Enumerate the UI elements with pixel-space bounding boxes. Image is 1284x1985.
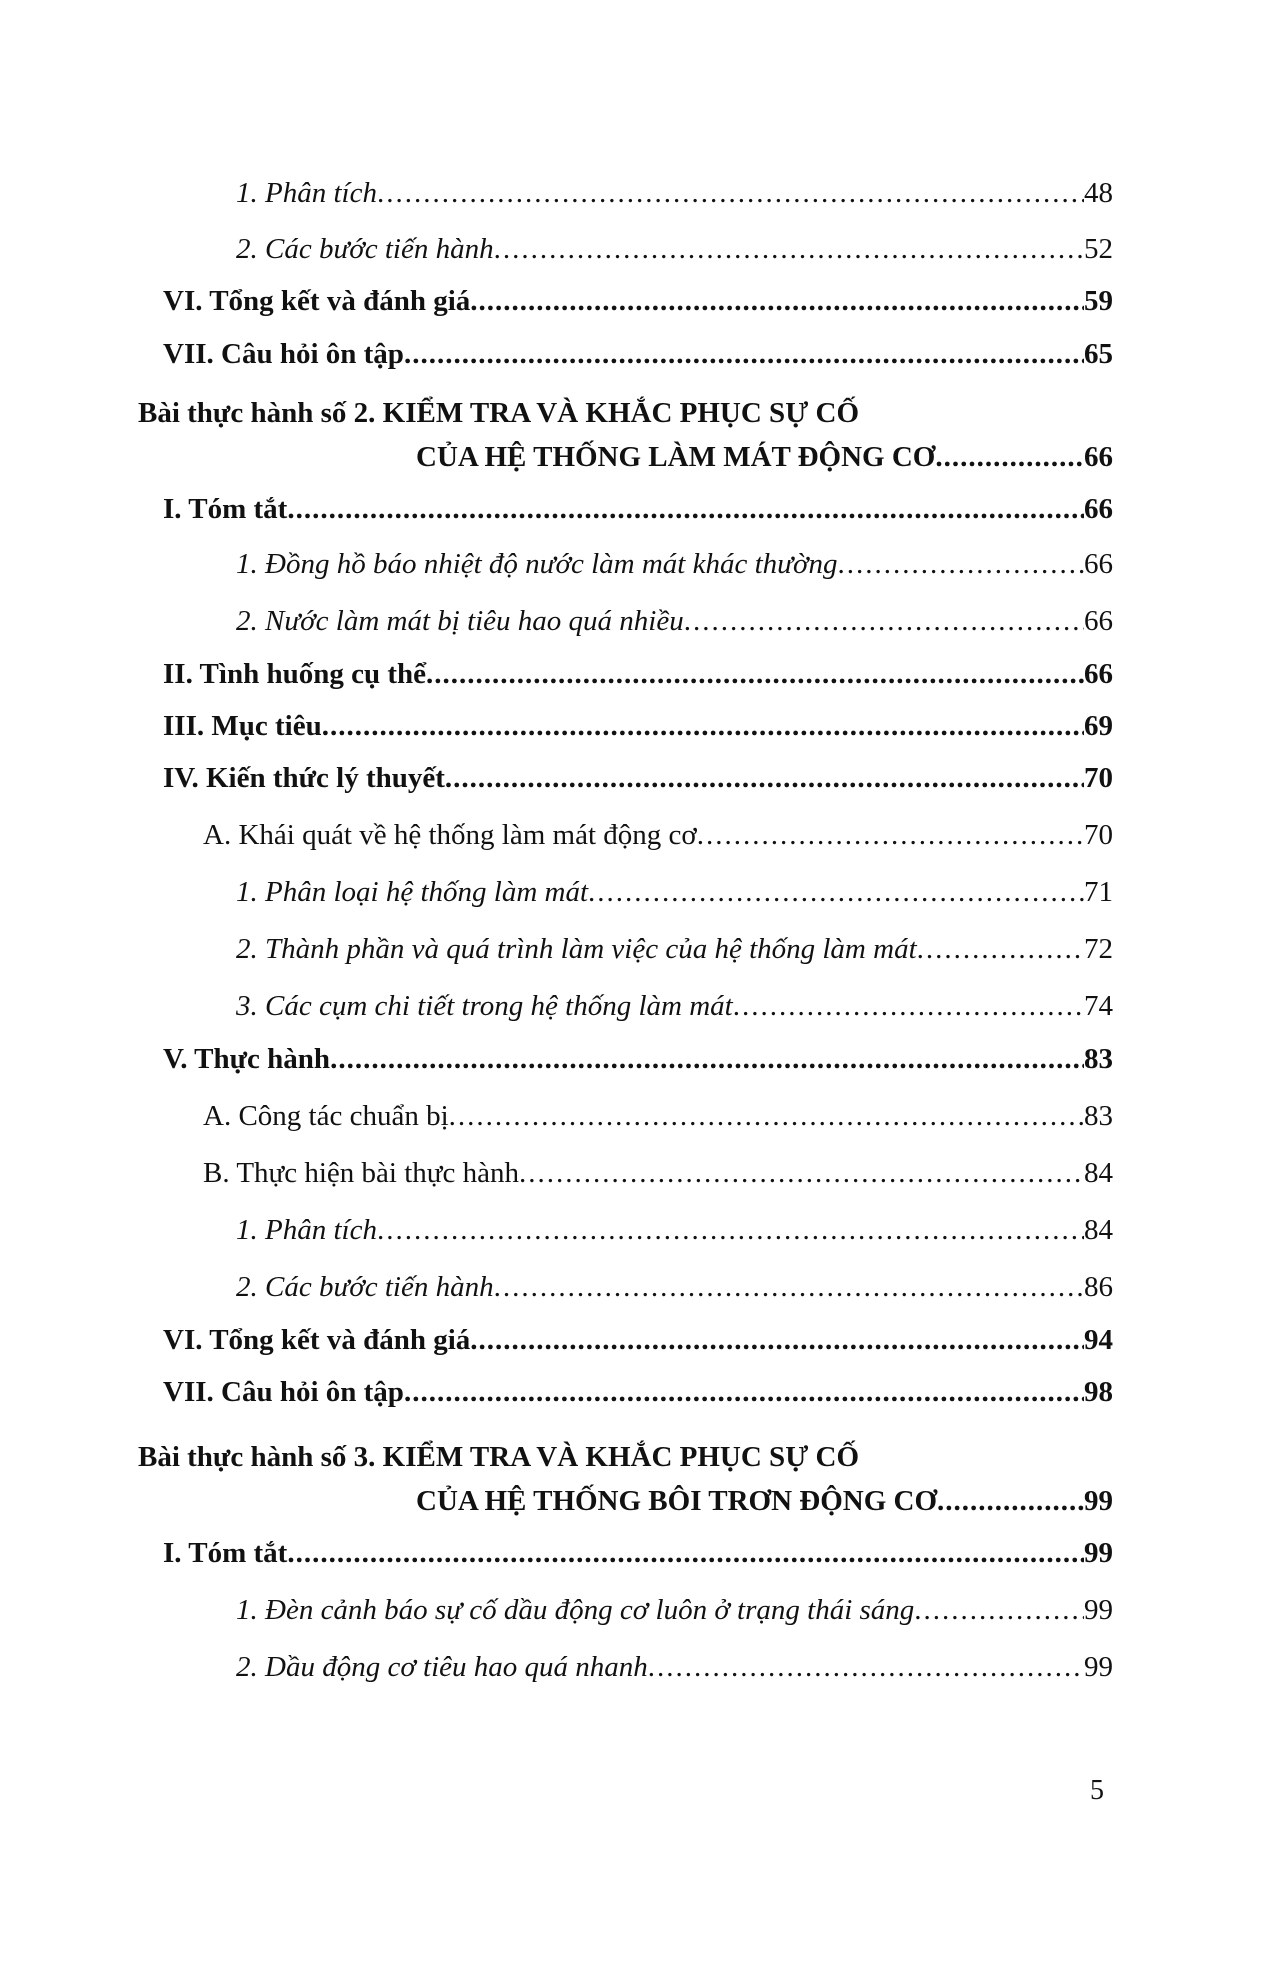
toc-entry-title: 1. Đồng hồ báo nhiệt độ nước làm mát khác thường [236,548,838,580]
toc-entry-title: VI. Tổng kết và đánh giá [163,1324,471,1356]
toc-entry-title: III. Mục tiêu [163,710,322,742]
leader-dots [377,1207,1084,1253]
leader-dots [426,651,1084,697]
toc-entry[interactable] [236,541,1113,587]
leader-dots [404,1369,1084,1415]
toc-entry-title: 2. Các bước tiến hành [236,233,494,265]
toc-entry[interactable] [163,486,1113,532]
toc-entry-page: 48 [1084,177,1113,209]
leader-dots [914,1587,1084,1633]
toc-entry-title: 3. Các cụm chi tiết trong hệ thống làm mát [236,990,733,1022]
toc-entry-page: 83 [1084,1100,1113,1132]
toc-entry[interactable] [416,1478,1113,1524]
toc-entry-title: CỦA HỆ THỐNG BÔI TRƠN ĐỘNG CƠ [416,1485,938,1517]
toc-entry[interactable] [236,869,1113,915]
toc-entry[interactable] [163,651,1113,697]
leader-dots [404,331,1084,377]
toc-entry[interactable] [163,703,1113,749]
leader-dots [697,812,1084,858]
toc-entry-title: A. Khái quát về hệ thống làm mát động cơ [203,819,697,851]
toc-entry-page: 59 [1084,285,1113,317]
leader-dots [330,1036,1084,1082]
leader-dots [648,1644,1084,1690]
leader-dots [287,486,1084,532]
leader-dots [733,983,1084,1029]
leader-dots [470,1317,1084,1363]
toc-entry-title: I. Tóm tắt [163,493,288,525]
toc-entry-page: 66 [1084,658,1113,690]
toc-entry[interactable] [236,983,1113,1029]
chapter-heading[interactable]: Bài thực hành số 3. KIỂM TRA VÀ KHẮC PHỤC SỰ CỐ [138,1441,860,1473]
toc-entry-page: 66 [1084,493,1113,525]
toc-entry-title: 2. Nước làm mát bị tiêu hao quá nhiều [236,605,684,637]
toc-entry-title: V. Thực hành [163,1043,331,1075]
toc-entry-title: VI. Tổng kết và đánh giá [163,285,471,317]
toc-entry-page: 99 [1084,1594,1113,1626]
toc-entry[interactable] [416,434,1113,480]
leader-dots [684,598,1084,644]
chapter-heading[interactable]: Bài thực hành số 2. KIỂM TRA VÀ KHẮC PHỤC SỰ CỐ [138,397,860,429]
leader-dots [519,1150,1084,1196]
toc-entry-title: 2. Dầu động cơ tiêu hao quá nhanh [236,1651,648,1683]
toc-entry-page: 74 [1084,990,1113,1022]
toc-entry-title: 1. Đèn cảnh báo sự cố dầu động cơ luôn ở trạng thái sáng [236,1594,915,1626]
toc-entry[interactable] [236,170,1113,216]
toc-entry-title: VII. Câu hỏi ôn tập [163,1376,404,1408]
toc-entry-title: B. Thực hiện bài thực hành [203,1157,519,1189]
toc-entry-page: 86 [1084,1271,1113,1303]
toc-entry-page: 70 [1084,819,1113,851]
toc-entry-title: 2. Các bước tiến hành [236,1271,494,1303]
leader-dots [470,278,1084,324]
toc-entry[interactable] [236,1587,1113,1633]
toc-entry-page: 52 [1084,233,1113,265]
toc-entry[interactable] [163,1036,1113,1082]
toc-entry[interactable] [163,278,1113,324]
toc-entry[interactable] [163,331,1113,377]
toc-entry-title: 1. Phân loại hệ thống làm mát [236,876,589,908]
toc-entry[interactable] [236,926,1113,972]
toc-entry-title: I. Tóm tắt [163,1537,288,1569]
toc-entry-page: 84 [1084,1157,1113,1189]
toc-entry-page: 94 [1084,1324,1113,1356]
toc-entry-page: 66 [1084,441,1113,473]
toc-entry[interactable] [203,1093,1113,1139]
toc-entry-page: 72 [1084,933,1113,965]
leader-dots [837,541,1084,587]
page-number: 5 [1090,1775,1104,1806]
leader-dots [917,926,1084,972]
toc-entry-page: 65 [1084,338,1113,370]
toc-entry[interactable] [236,598,1113,644]
leader-dots [322,703,1084,749]
toc-entry-title: CỦA HỆ THỐNG LÀM MÁT ĐỘNG CƠ [416,441,936,473]
leader-dots [287,1530,1084,1576]
toc-entry-page: 70 [1084,762,1113,794]
toc-entry-page: 83 [1084,1043,1113,1075]
toc-entry-page: 98 [1084,1376,1113,1408]
toc-entry[interactable] [163,1530,1113,1576]
toc-entry-title: IV. Kiến thức lý thuyết [163,762,445,794]
toc-entry-title: VII. Câu hỏi ôn tập [163,338,404,370]
toc-entry-title: 1. Phân tích [236,1214,377,1246]
toc-entry-page: 99 [1084,1537,1113,1569]
toc-entry[interactable] [203,812,1113,858]
toc-entry-page: 66 [1084,605,1113,637]
toc-entry-page: 99 [1084,1651,1113,1683]
toc-entry[interactable] [236,226,1113,272]
toc-entry-page: 69 [1084,710,1113,742]
toc-entry-title: A. Công tác chuẩn bị [203,1100,449,1132]
toc-entry[interactable] [163,1369,1113,1415]
leader-dots [588,869,1084,915]
leader-dots [494,226,1084,272]
toc-entry-title: II. Tình huống cụ thể [163,658,426,690]
toc-entry-page: 71 [1084,876,1113,908]
toc-entry[interactable] [236,1264,1113,1310]
toc-entry[interactable] [236,1207,1113,1253]
leader-dots [937,1478,1084,1524]
leader-dots [377,170,1084,216]
toc-entry[interactable] [163,755,1113,801]
toc-entry-page: 99 [1084,1485,1113,1517]
toc-entry[interactable] [163,1317,1113,1363]
leader-dots [445,755,1084,801]
toc-entry-page: 84 [1084,1214,1113,1246]
toc-entry[interactable] [203,1150,1113,1196]
toc-entry-title: 2. Thành phần và quá trình làm việc của hệ thống làm mát [236,933,917,965]
toc-entry-title: 1. Phân tích [236,177,377,209]
leader-dots [494,1264,1084,1310]
leader-dots [935,434,1084,480]
toc-entry-page: 66 [1084,548,1113,580]
toc-entry[interactable] [236,1644,1113,1690]
leader-dots [449,1093,1084,1139]
